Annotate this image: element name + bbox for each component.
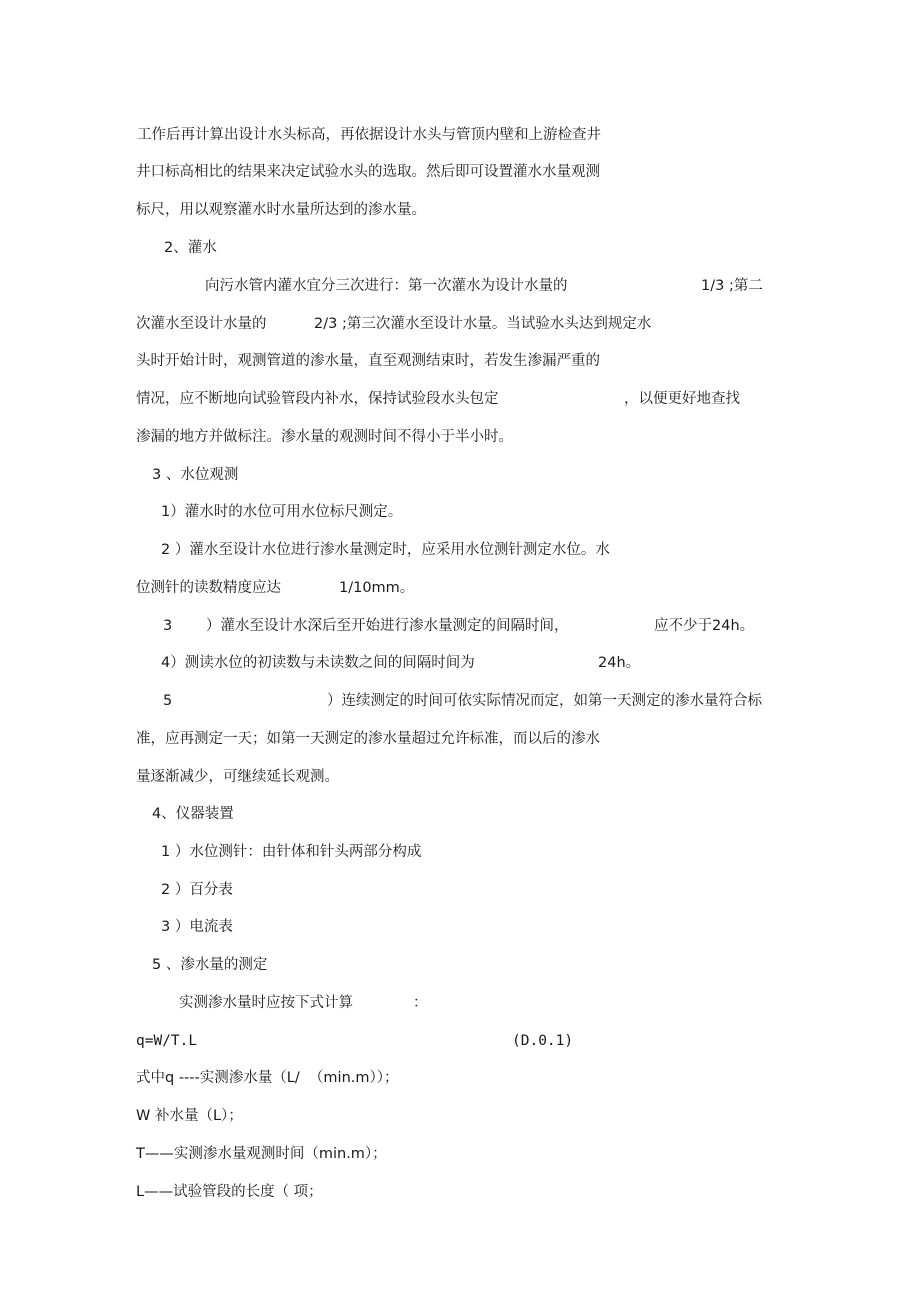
list-item: 2 ）百分表 bbox=[161, 882, 233, 898]
list-item: ）连续测定的时间可依实际情况而定，如第一天测定的渗水量符合标 bbox=[327, 693, 762, 709]
text-line: 情况，应不断地向试验管段内补水，保持试验段水头包定 bbox=[136, 391, 499, 407]
text-line: 标尺，用以观察灌水时水量所达到的渗水量。 bbox=[136, 202, 426, 218]
text-line: 位测针的读数精度应达 bbox=[136, 580, 281, 596]
text-line: 准，应再测定一天；如第一天测定的渗水量超过允许标准，而以后的渗水 bbox=[136, 731, 600, 747]
definition-line: L——试验管段的长度（ 项； bbox=[136, 1184, 323, 1200]
section-heading: 3 、水位观测 bbox=[152, 467, 239, 483]
list-item: 1）灌水时的水位可用水位标尺测定。 bbox=[161, 504, 403, 520]
section-heading: 2、灌水 bbox=[164, 240, 217, 256]
text-fragment: 24h。 bbox=[598, 655, 641, 671]
text-line: 井口标高相比的结果来决定试验水头的选取。然后即可设置灌水水量观测 bbox=[136, 164, 600, 180]
text-fragment: ，以便更好地查找 bbox=[624, 391, 740, 407]
definition-line: T——实测渗水量观测时间（min.m）； bbox=[136, 1146, 387, 1162]
text-line: 实测渗水量时应按下式计算 bbox=[179, 995, 353, 1011]
text-line: 头时开始计时，观测管道的渗水量，直至观测结束时，若发生渗漏严重的 bbox=[136, 353, 600, 369]
section-heading: 5 、渗水量的测定 bbox=[152, 957, 268, 973]
list-marker: 3 bbox=[163, 618, 173, 634]
text-fragment: 1/10mm。 bbox=[339, 580, 415, 596]
list-item: ）灌水至设计水深后至开始进行渗水量测定的间隔时间， bbox=[206, 618, 569, 634]
list-item: 1 ）水位测针：由针体和针头两部分构成 bbox=[161, 844, 422, 860]
text-line: 量逐渐减少，可继续延长观测。 bbox=[136, 769, 339, 785]
text-fragment: 2/3 ;第三次灌水至设计水量。当试验水头达到规定水 bbox=[314, 316, 652, 332]
equation-number: (D.0.1) bbox=[512, 1033, 574, 1049]
list-marker: 5 bbox=[163, 693, 173, 709]
text-fragment: 1/3 ;第二 bbox=[701, 278, 763, 294]
formula: q=W/T.L bbox=[136, 1033, 198, 1049]
text-line: 次灌水至设计水量的 bbox=[136, 316, 267, 332]
text-line: 渗漏的地方并做标注。渗水量的观测时间不得小于半小时。 bbox=[136, 429, 513, 445]
list-item: 3 ）电流表 bbox=[161, 919, 233, 935]
text-fragment: ： bbox=[413, 995, 428, 1011]
definition-line: 式中q ----实测渗水量（L/ （min.m））； bbox=[136, 1070, 399, 1086]
text-line: 工作后再计算出设计水头标高，再依据设计水头与管顶内壁和上游检查井 bbox=[137, 127, 601, 143]
definition-line: W 补水量（L）； bbox=[136, 1108, 243, 1124]
list-item: 4）测读水位的初读数与未读数之间的间隔时间为 bbox=[161, 655, 475, 671]
text-line: 向污水管内灌水宜分三次进行：第一次灌水为设计水量的 bbox=[205, 278, 568, 294]
text-fragment: 应不少于24h。 bbox=[654, 618, 755, 634]
list-item: 2 ）灌水至设计水位进行渗水量测定时，应采用水位测针测定水位。水 bbox=[161, 542, 610, 558]
section-heading: 4、仪器装置 bbox=[152, 806, 234, 822]
